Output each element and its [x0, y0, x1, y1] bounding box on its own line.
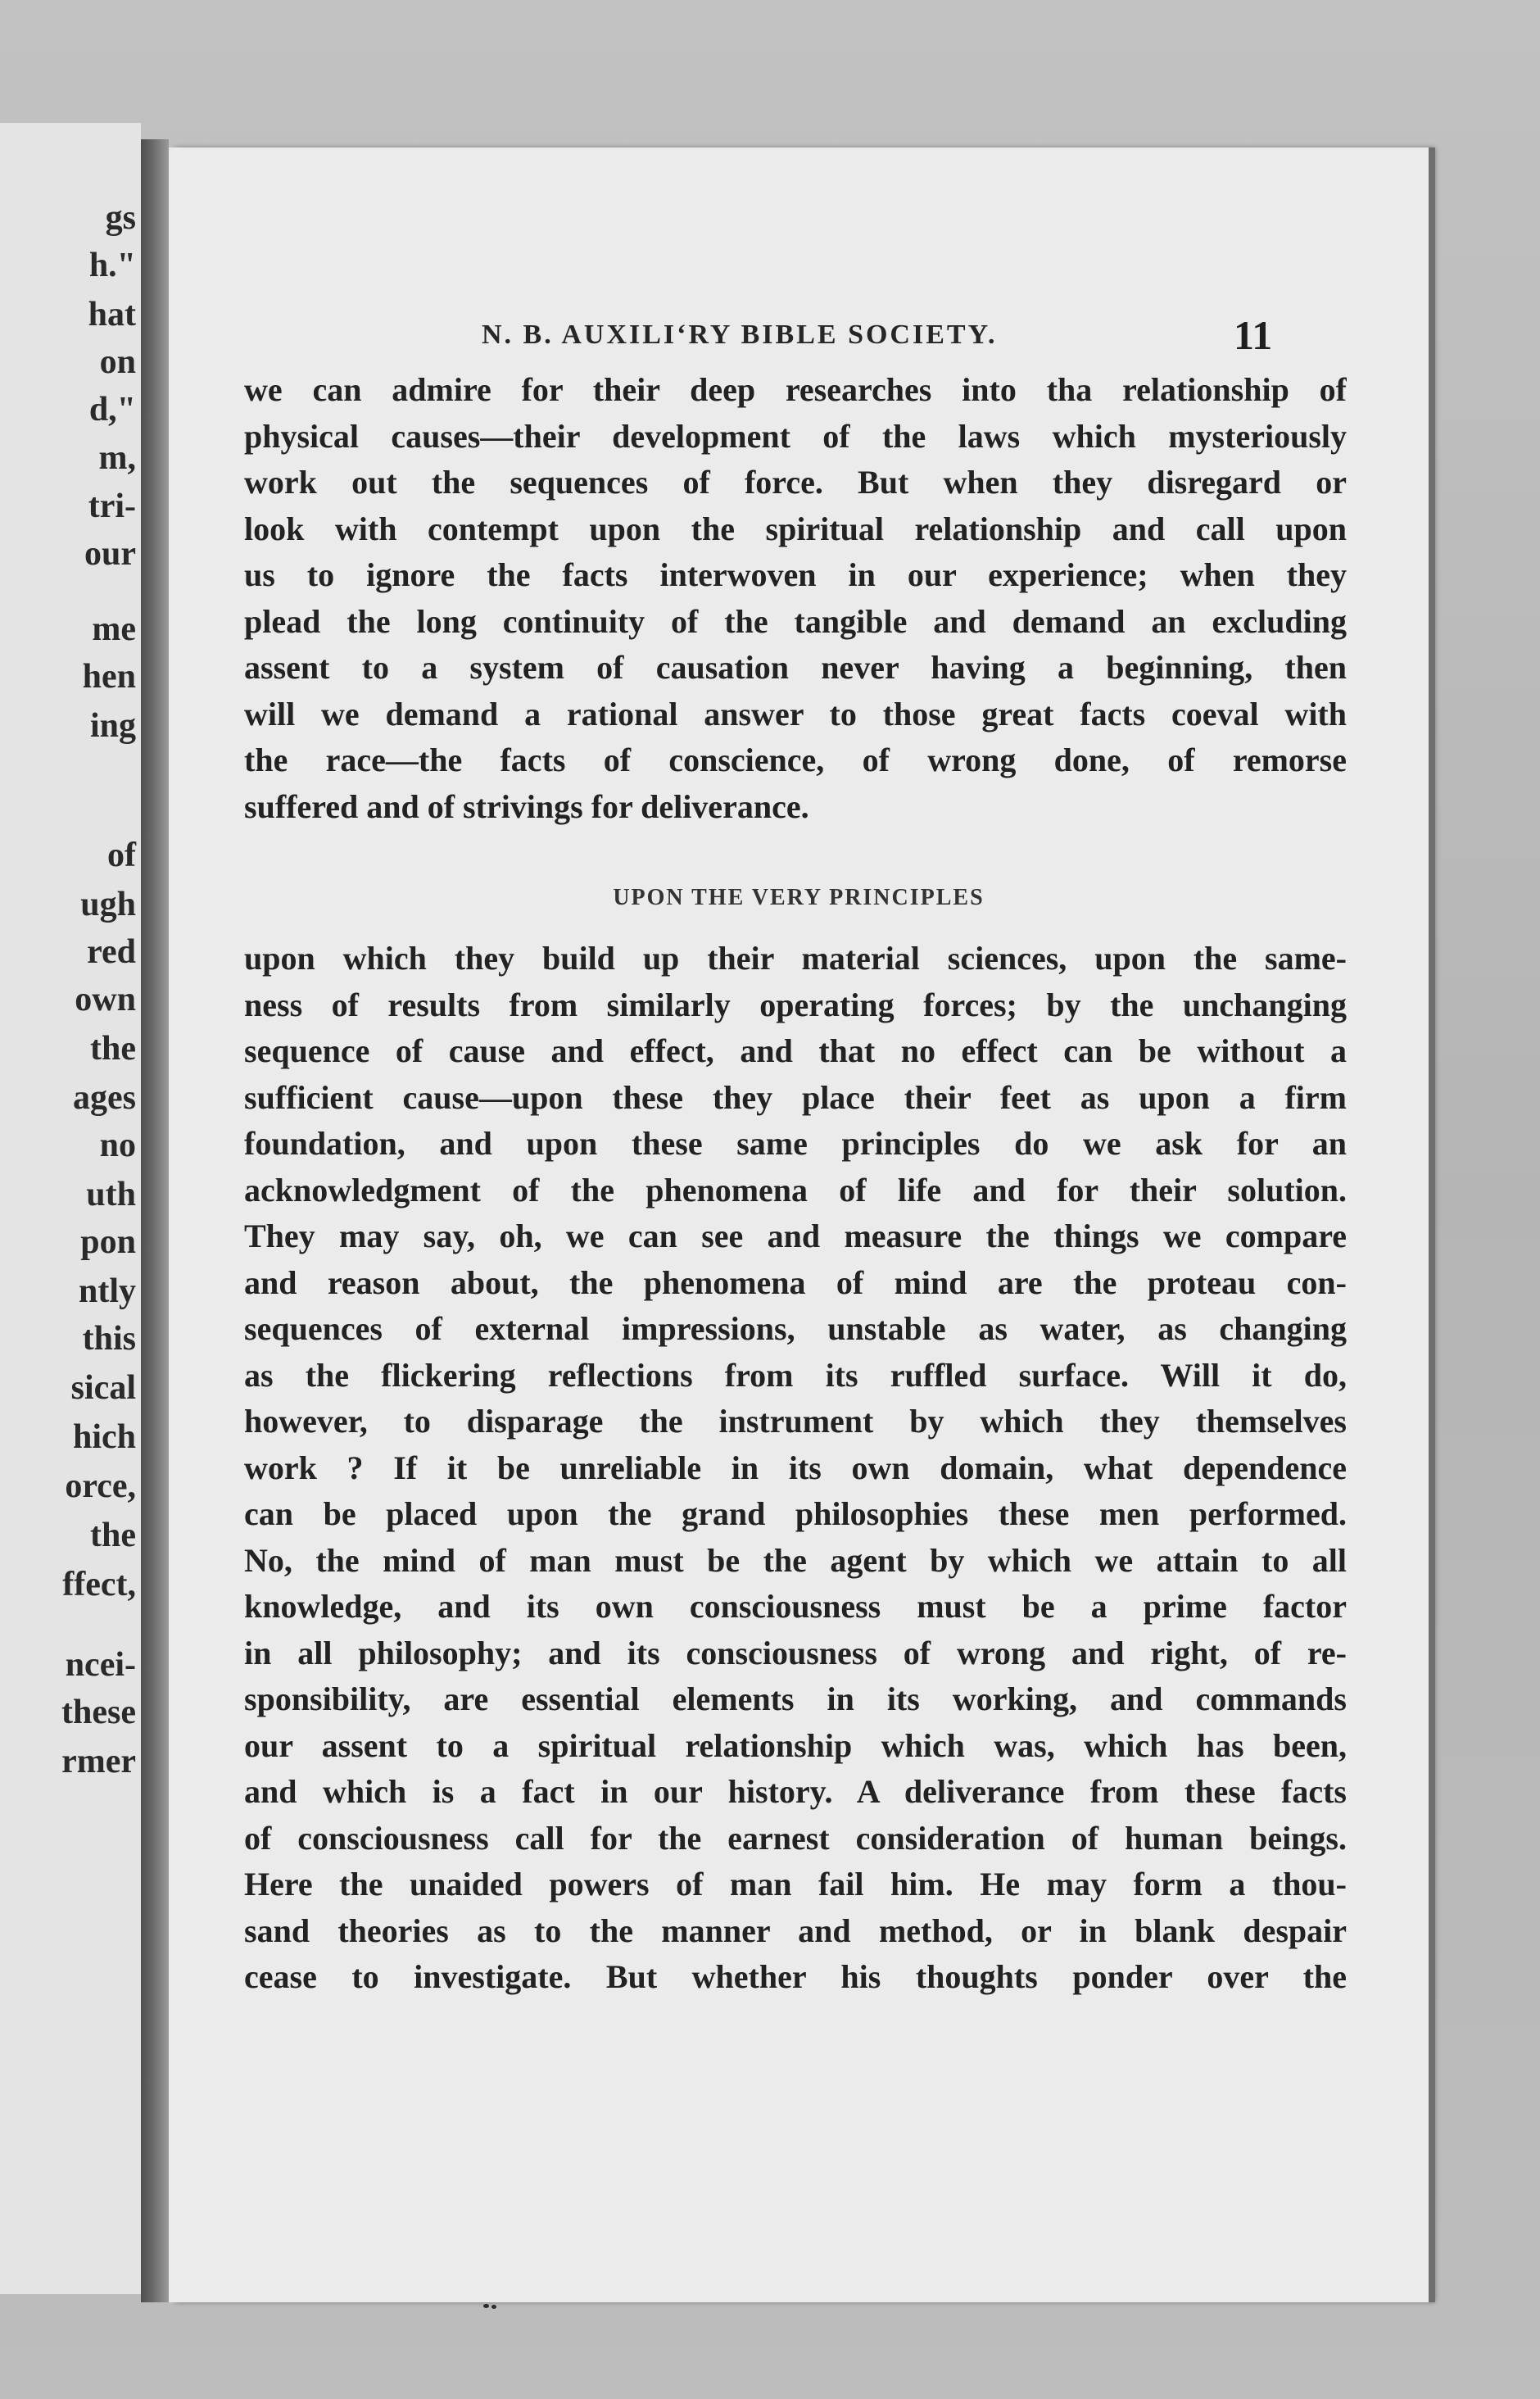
text-line: knowledge, and its own consciousness must be a prime factor [244, 1588, 1347, 1625]
facing-page-text-fragment: sical [70, 1369, 136, 1407]
text-line: foundation, and upon these same principles do we ask for an [244, 1125, 1347, 1162]
facing-page-text-fragment: ffect, [62, 1566, 136, 1603]
running-head [169, 312, 1429, 369]
facing-page-text-fragment: ugh [80, 886, 136, 923]
text-line: of consciousness call for the earnest consideration of human beings. [244, 1819, 1347, 1857]
text-line: sequence of cause and effect, and that no effect can be without a [244, 1032, 1347, 1069]
text-line: assent to a system of causation never having a beginning, then [244, 649, 1347, 686]
text-line: can be placed upon the grand philosophies these men performed. [244, 1495, 1347, 1532]
text-line: will we demand a rational answer to those great facts coeval with [244, 695, 1347, 732]
page-number: 11 [1234, 312, 1273, 358]
text-line: cease to investigate. But whether his thoughts ponder over the [244, 1958, 1347, 1995]
facing-page-text-fragment: this [82, 1320, 136, 1358]
facing-page-text-fragment: ing [89, 707, 136, 745]
text-line: ness of results from similarly operating forces; by the unchanging [244, 986, 1347, 1023]
text-line: work out the sequences of force. But when they disregard or [244, 464, 1347, 501]
facing-page-text-fragment: h." [88, 247, 136, 284]
text-line: as the flickering reflections from its ruffled surface. Will it do, [244, 1356, 1347, 1394]
text-line: physical causes—their development of the laws which mysteriously [244, 417, 1347, 455]
facing-page-fragment [0, 123, 141, 2294]
book-gutter [141, 139, 169, 2302]
text-line: we can admire for their deep researches into tha relationship of [244, 371, 1347, 408]
text-line: look with contempt upon the spiritual relationship and call upon [244, 510, 1347, 547]
facing-page-text-fragment: hen [82, 658, 136, 696]
facing-page-text-fragment: pon [80, 1223, 136, 1261]
text-line: however, to disparage the instrument by which they themselves [244, 1403, 1347, 1440]
text-line: upon which they build up their material sciences, upon the same- [244, 940, 1347, 977]
facing-page-text-fragment: hich [72, 1418, 136, 1456]
text-line: and reason about, the phenomena of mind are the proteau con- [244, 1263, 1347, 1301]
text-line: acknowledgment of the phenomena of life and for their solution. [244, 1171, 1347, 1209]
facing-page-text-fragment: uth [86, 1176, 136, 1213]
facing-page-text-fragment: no [99, 1127, 136, 1164]
facing-page-text-fragment: orce, [65, 1467, 136, 1505]
text-line: sequences of external impressions, unstable as water, as changing [244, 1310, 1347, 1347]
running-head-title: N. B. AUXILI‘RY BIBLE SOCIETY. [482, 320, 998, 350]
facing-page-text-fragment: the [90, 1517, 136, 1554]
text-line: plead the long continuity of the tangible and demand an excluding [244, 602, 1347, 640]
ink-speck [491, 2305, 496, 2309]
text-line: suffered and of strivings for deliverance. [244, 787, 809, 825]
facing-page-text-fragment: these [61, 1694, 136, 1731]
facing-page-text-fragment: on [99, 343, 136, 381]
facing-page-text-fragment: red [87, 933, 136, 971]
text-line: the race—the facts of conscience, of wrong done, of remorse [244, 741, 1347, 778]
text-line: Here the unaided powers of man fail him. He may form a thou- [244, 1866, 1347, 1902]
text-line: sand theories as to the manner and method, or in blank despair [244, 1911, 1347, 1949]
section-heading: UPON THE VERY PRINCIPLES [613, 885, 985, 910]
facing-page-text-fragment: d," [88, 391, 136, 429]
facing-page-text-fragment: the [90, 1030, 136, 1068]
text-line: work ? If it be unreliable in its own domain, what dependence [244, 1449, 1347, 1486]
facing-page-text-fragment: our [84, 535, 136, 573]
text-line: our assent to a spiritual relationship which was, which has been, [244, 1726, 1347, 1764]
text-line: They may say, oh, we can see and measure the things we compare [244, 1218, 1347, 1254]
facing-page-text-fragment: hat [88, 296, 136, 333]
facing-page-text-fragment: rmer [61, 1743, 136, 1780]
paragraph-1 [244, 367, 1347, 830]
facing-page-text-fragment: gs [105, 199, 136, 237]
page-edge-shadow [1429, 147, 1435, 2302]
ink-speck [483, 2304, 489, 2308]
book-page [169, 147, 1429, 2302]
text-line: sufficient cause—upon these they place their feet as upon a firm [244, 1078, 1347, 1116]
text-line: No, the mind of man must be the agent by which we attain to all [244, 1541, 1347, 1579]
text-line: sponsibility, are essential elements in its working, and commands [244, 1680, 1347, 1717]
facing-page-text-fragment: own [75, 981, 136, 1018]
facing-page-text-fragment: ages [73, 1079, 136, 1117]
text-line: and which is a fact in our history. A deliverance from these facts [244, 1773, 1347, 1810]
paragraph-2 [244, 936, 1347, 2001]
facing-page-text-fragment: ncei- [65, 1646, 136, 1684]
text-line: in all philosophy; and its consciousness of wrong and right, of re- [244, 1634, 1347, 1671]
facing-page-text-fragment: m, [98, 439, 136, 477]
text-line: us to ignore the facts interwoven in our experience; when they [244, 556, 1347, 593]
facing-page-text-fragment: of [107, 837, 136, 874]
facing-page-text-fragment: me [92, 610, 136, 648]
facing-page-text-fragment: ntly [78, 1272, 136, 1310]
facing-page-text-fragment: tri- [88, 488, 136, 525]
